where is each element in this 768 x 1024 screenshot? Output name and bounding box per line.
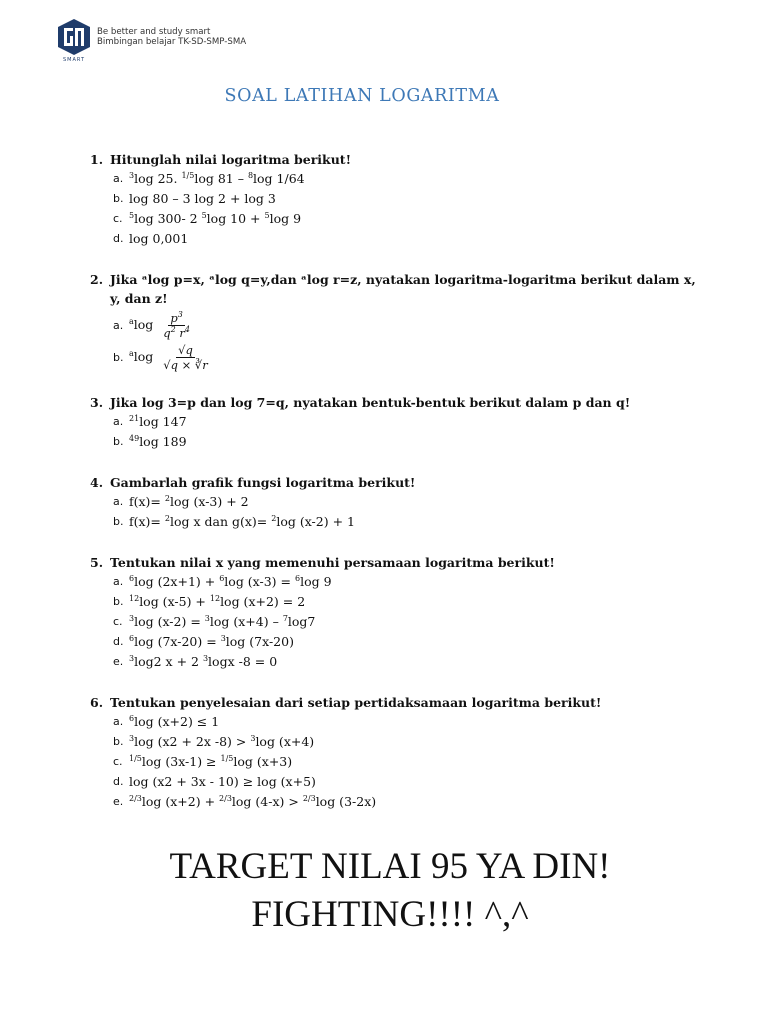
question-1 — [90, 150, 700, 249]
logo — [55, 18, 93, 66]
option-letter: b. — [113, 735, 124, 748]
option-text: $^a$log $\frac{√q}{√q \times ∛r}$ — [129, 343, 208, 372]
option-item — [113, 772, 700, 792]
option-letter: d. — [113, 775, 124, 788]
option-item — [113, 412, 700, 432]
question-number: 5. — [90, 555, 104, 570]
tagline — [97, 27, 246, 47]
option-text: $^3$log 25. $^{1/5}$log 81 – $^8$log 1/64 — [129, 171, 305, 186]
option-item — [113, 592, 700, 612]
option-item — [113, 343, 700, 372]
question-text: Tentukan penyelesaian dari setiap pertidaksamaan logaritma berikut! — [110, 695, 602, 710]
target-line-2: FIGHTING!!!! ^,^ — [251, 894, 529, 935]
option-letter: e. — [113, 655, 124, 668]
option-text: f(x)= $^2$log x dan g(x)= $^2$log (x-2) + 1 — [129, 514, 355, 529]
target-message — [0, 843, 768, 939]
option-letter: b. — [113, 435, 124, 448]
option-text: $^3$log2 x + 2 $^3$logx -8 = 0 — [129, 654, 278, 669]
option-text: $^5$log 300- 2 $^5$log 10 + $^5$log 9 — [129, 211, 302, 226]
tagline-line-2: Bimbingan belajar TK-SD-SMP-SMA — [97, 37, 247, 47]
option-text: $^6$log (2x+1) + $^6$log (x-3) = $^6$log 9 — [129, 574, 332, 589]
logo-icon — [56, 18, 92, 56]
option-list — [113, 492, 700, 532]
question-text: Tentukan nilai x yang memenuhi persamaan logaritma berikut! — [110, 555, 555, 570]
fraction: $\frac{√q}{√q \times ∛r}$ — [163, 343, 208, 372]
question-heading — [90, 553, 700, 572]
option-item — [113, 189, 700, 209]
option-letter: c. — [113, 755, 123, 768]
option-list — [113, 572, 700, 672]
option-list — [113, 311, 700, 372]
option-item — [113, 572, 700, 592]
option-item — [113, 632, 700, 652]
option-letter: c. — [113, 615, 123, 628]
option-letter: a. — [113, 415, 124, 428]
fraction: $\frac{p^3}{q^2 r^4}$ — [163, 310, 190, 340]
option-item — [113, 492, 700, 512]
option-letter: d. — [113, 635, 124, 648]
question-heading — [90, 393, 700, 412]
question-text: Jika ᵃlog p=x, ᵃlog q=y,dan ᵃlog r=z, nyatakan logaritma-logaritma berikut dalam x, y, dan z! — [110, 272, 696, 306]
option-letter: b. — [113, 192, 124, 205]
question-2 — [90, 270, 700, 372]
question-number: 2. — [90, 272, 104, 287]
option-text: $^3$log (x-2) = $^3$log (x+4) – $^7$log7 — [129, 614, 316, 629]
option-text: $^{12}$log (x-5) + $^{12}$log (x+2) = 2 — [129, 594, 306, 609]
option-letter: a. — [113, 318, 124, 332]
option-text: $^{49}$log 189 — [129, 434, 187, 449]
question-text: Hitunglah nilai logaritma berikut! — [110, 152, 352, 167]
question-6 — [90, 693, 700, 812]
question-heading — [90, 150, 700, 169]
option-text: log 0,001 — [129, 231, 189, 246]
option-item — [113, 432, 700, 452]
option-text: $^a$log $\frac{p^3}{q^2 r^4}$ — [129, 310, 190, 340]
option-letter: a. — [113, 495, 124, 508]
option-letter: a. — [113, 715, 124, 728]
question-heading — [90, 693, 700, 712]
question-number: 1. — [90, 152, 104, 167]
question-text: Gambarlah grafik fungsi logaritma berikut! — [110, 475, 416, 490]
option-item — [113, 169, 700, 189]
tagline-line-1: Be better and study smart — [97, 27, 211, 37]
option-letter: b. — [113, 515, 124, 528]
option-item — [113, 652, 700, 672]
option-list — [113, 712, 700, 812]
option-list — [113, 169, 700, 249]
option-item — [113, 512, 700, 532]
option-letter: c. — [113, 212, 123, 225]
question-number: 4. — [90, 475, 104, 490]
option-text: log (x2 + 3x - 10) ≥ log (x+5) — [129, 774, 316, 789]
question-list — [90, 150, 700, 833]
option-text: $^6$log (x+2) ≤ 1 — [129, 714, 220, 729]
page-title: SOAL LATIHAN LOGARITMA — [224, 86, 500, 106]
option-item — [113, 612, 700, 632]
option-item — [113, 311, 700, 340]
option-text: $^{2/3}$log (x+2) + $^{2/3}$log (4-x) > $^{2/3}$log (3-2x) — [129, 794, 377, 809]
option-item — [113, 229, 700, 249]
option-text: log 80 – 3 log 2 + log 3 — [129, 191, 276, 206]
option-text: $^{21}$log 147 — [129, 414, 187, 429]
option-letter: b. — [113, 350, 124, 364]
question-4 — [90, 473, 700, 532]
question-3 — [90, 393, 700, 452]
option-list — [113, 412, 700, 452]
target-line-1: TARGET NILAI 95 YA DIN! — [169, 846, 611, 887]
question-number: 6. — [90, 695, 104, 710]
question-text: Jika log 3=p dan log 7=q, nyatakan bentuk-bentuk berikut dalam p dan q! — [110, 395, 631, 410]
option-item — [113, 792, 700, 812]
header — [55, 18, 246, 66]
option-item — [113, 752, 700, 772]
option-item — [113, 732, 700, 752]
logo-sub-text: SMART — [62, 57, 86, 63]
question-5 — [90, 553, 700, 672]
question-heading — [90, 473, 700, 492]
option-item — [113, 209, 700, 229]
option-text: f(x)= $^2$log (x-3) + 2 — [129, 494, 249, 509]
option-letter: d. — [113, 232, 124, 245]
option-text: $^6$log (7x-20) = $^3$log (7x-20) — [129, 634, 294, 649]
option-item — [113, 712, 700, 732]
option-letter: a. — [113, 575, 124, 588]
question-heading — [90, 270, 700, 308]
option-letter: a. — [113, 172, 124, 185]
option-letter: e. — [113, 795, 124, 808]
option-letter: b. — [113, 595, 124, 608]
question-number: 3. — [90, 395, 104, 410]
option-text: $^{1/5}$log (3x-1) ≥ $^{1/5}$log (x+3) — [129, 754, 293, 769]
option-text: $^3$log (x2 + 2x -8) > $^3$log (x+4) — [129, 734, 315, 749]
